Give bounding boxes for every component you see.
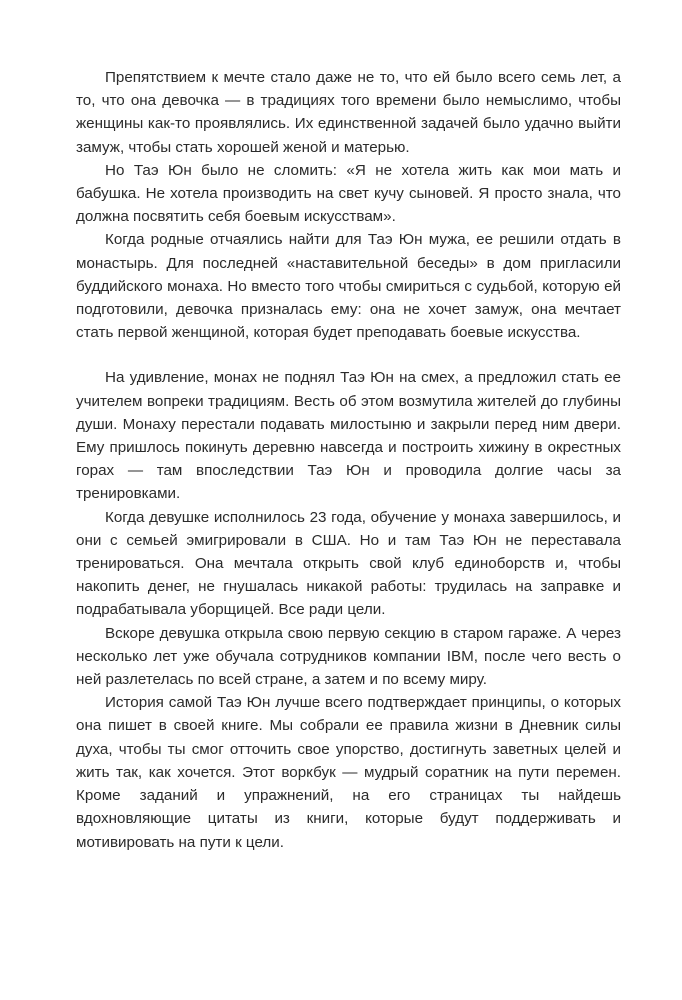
paragraph: Когда родные отчаялись найти для Таэ Юн мужа, ее решили отдать в монастырь. Для последней «наставительной беседы» в дом пригласили буддийского монаха. Но вместо того чтобы смириться с судьбой, которую ей подготовили, девочка призналась ему: она не хочет замуж, она мечтает стать первой женщиной, которая будет преподавать боевые искусства. (76, 231, 621, 342)
paragraph: Препятствием к мечте стало даже не то, что ей было всего семь лет, а то, что она девочка — в традициях того времени было немыслимо, чтобы женщины как-то проявлялись. Их единственной задачей было удачно выйти замуж, чтобы стать хорошей женой и матерью. (76, 69, 621, 156)
paragraph: На удивление, монах не поднял Таэ Юн на смех, а предложил стать ее учителем вопреки традициям. Весть об этом возмутила жителей до глубины души. Монаху перестали подавать милостыню и закрыли перед ним двери. Ему пришлось покинуть деревню навсегда и построить хижину в окрестных горах — там впоследствии Таэ Юн и проводила долгие часы за тренировками. (76, 369, 621, 503)
paragraph: Вскоре девушка открыла свою первую секцию в старом гараже. А через несколько лет уже обучала сотрудников компании IBM, после чего весть о ней разлетелась по всей стране, а затем и по всему миру. (76, 624, 621, 689)
paragraph: История самой Таэ Юн лучше всего подтверждает принципы, о которых она пишет в своей книге. Мы собрали ее правила жизни в Дневник силы духа, чтобы ты смог отточить свое упорство, достигнуть заветных целей и жить так, как хочется. Этот воркбук — мудрый соратник на пути перемен. Кроме заданий и упражнений, на его страницах ты найдешь вдохновляющие цитаты из книги, которые будут поддерживать и мотивировать на пути к цели. (76, 694, 621, 851)
paragraph: Но Таэ Юн было не сломить: «Я не хотела жить как мои мать и бабушка. Не хотела производить на свет кучу сыновей. Я просто знала, что должна посвятить себя боевым искусствам». (76, 161, 621, 226)
body-text (76, 66, 621, 854)
paragraph: Когда девушке исполнилось 23 года, обучение у монаха завершилось, и они с семьей эмигрировали в США. Но и там Таэ Юн не переставала тренироваться. Она мечтала открыть свой клуб единоборств и, чтобы накопить денег, не гнушалась никакой работы: трудилась на заправке и подрабатывала уборщицей. Все ради цели. (76, 508, 621, 619)
